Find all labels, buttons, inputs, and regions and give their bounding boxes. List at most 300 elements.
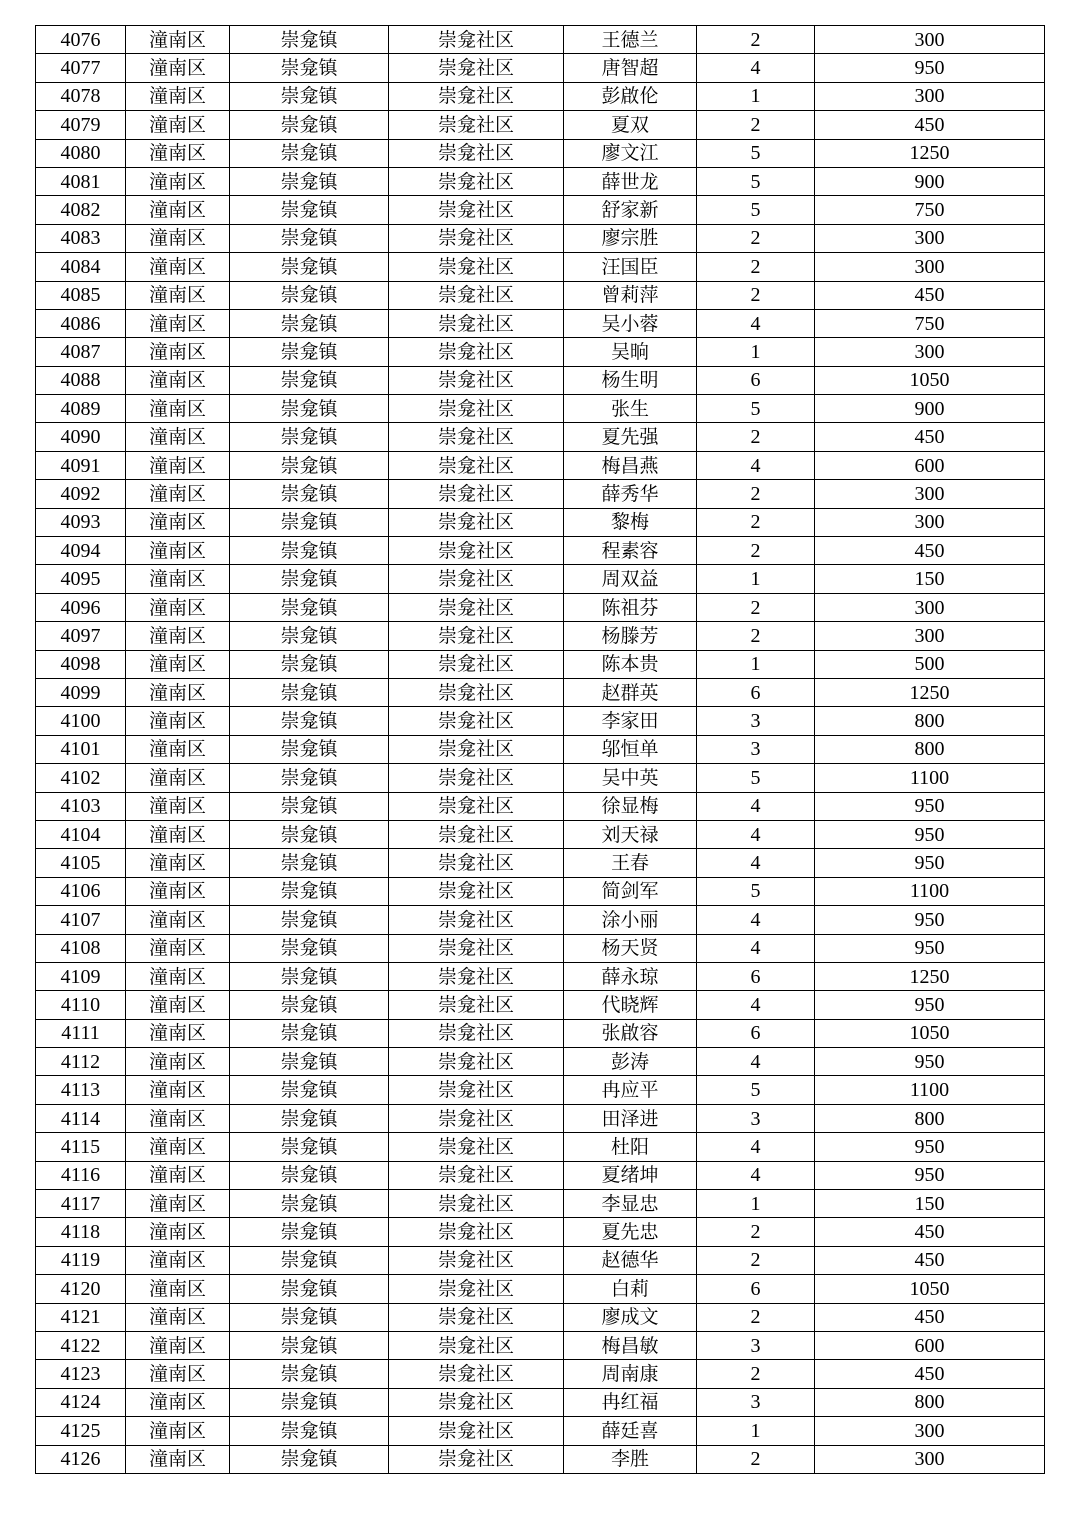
table-row: [36, 1331, 1045, 1359]
name-cell: 廖宗胜: [564, 224, 697, 252]
district-cell: 潼南区: [126, 1388, 230, 1416]
table-row: [36, 1445, 1045, 1473]
serial-number-cell: 4098: [36, 650, 126, 678]
district-cell: 潼南区: [126, 423, 230, 451]
name-cell: 邬恒单: [564, 735, 697, 763]
town-cell: 崇龛镇: [230, 82, 389, 110]
table-row: [36, 281, 1045, 309]
district-cell: 潼南区: [126, 1360, 230, 1388]
serial-number-cell: 4077: [36, 54, 126, 82]
amount-cell: 300: [815, 508, 1045, 536]
serial-number-cell: 4112: [36, 1048, 126, 1076]
table-row: [36, 1388, 1045, 1416]
community-cell: 崇龛社区: [389, 1104, 564, 1132]
community-cell: 崇龛社区: [389, 1360, 564, 1388]
district-cell: 潼南区: [126, 1104, 230, 1132]
household-size-cell: 1: [697, 338, 815, 366]
household-size-cell: 2: [697, 1445, 815, 1473]
amount-cell: 1050: [815, 1275, 1045, 1303]
community-cell: 崇龛社区: [389, 1048, 564, 1076]
name-cell: 杨生明: [564, 366, 697, 394]
name-cell: 田泽进: [564, 1104, 697, 1132]
name-cell: 唐智超: [564, 54, 697, 82]
amount-cell: 450: [815, 537, 1045, 565]
serial-number-cell: 4105: [36, 849, 126, 877]
district-cell: 潼南区: [126, 480, 230, 508]
serial-number-cell: 4115: [36, 1133, 126, 1161]
household-size-cell: 2: [697, 26, 815, 54]
serial-number-cell: 4084: [36, 253, 126, 281]
amount-cell: 150: [815, 565, 1045, 593]
household-size-cell: 4: [697, 54, 815, 82]
town-cell: 崇龛镇: [230, 991, 389, 1019]
district-cell: 潼南区: [126, 1331, 230, 1359]
amount-cell: 300: [815, 1417, 1045, 1445]
serial-number-cell: 4108: [36, 934, 126, 962]
household-size-cell: 3: [697, 1104, 815, 1132]
name-cell: 张生: [564, 395, 697, 423]
district-cell: 潼南区: [126, 934, 230, 962]
serial-number-cell: 4097: [36, 622, 126, 650]
name-cell: 白莉: [564, 1275, 697, 1303]
household-size-cell: 1: [697, 650, 815, 678]
household-size-cell: 4: [697, 934, 815, 962]
household-size-cell: 2: [697, 253, 815, 281]
household-size-cell: 5: [697, 196, 815, 224]
amount-cell: 300: [815, 593, 1045, 621]
name-cell: 夏双: [564, 111, 697, 139]
table-row: [36, 877, 1045, 905]
amount-cell: 300: [815, 338, 1045, 366]
name-cell: 赵群英: [564, 678, 697, 706]
community-cell: 崇龛社区: [389, 111, 564, 139]
name-cell: 赵德华: [564, 1246, 697, 1274]
serial-number-cell: 4089: [36, 395, 126, 423]
table-row: [36, 1360, 1045, 1388]
table-row: [36, 707, 1045, 735]
town-cell: 崇龛镇: [230, 593, 389, 621]
name-cell: 杨滕芳: [564, 622, 697, 650]
household-size-cell: 2: [697, 1218, 815, 1246]
amount-cell: 800: [815, 1104, 1045, 1132]
community-cell: 崇龛社区: [389, 281, 564, 309]
table-row: [36, 537, 1045, 565]
table-row: [36, 423, 1045, 451]
community-cell: 崇龛社区: [389, 139, 564, 167]
town-cell: 崇龛镇: [230, 1246, 389, 1274]
name-cell: 廖成文: [564, 1303, 697, 1331]
district-cell: 潼南区: [126, 1246, 230, 1274]
table-row: [36, 1104, 1045, 1132]
community-cell: 崇龛社区: [389, 820, 564, 848]
town-cell: 崇龛镇: [230, 622, 389, 650]
town-cell: 崇龛镇: [230, 764, 389, 792]
serial-number-cell: 4092: [36, 480, 126, 508]
town-cell: 崇龛镇: [230, 451, 389, 479]
community-cell: 崇龛社区: [389, 1303, 564, 1331]
amount-cell: 150: [815, 1190, 1045, 1218]
serial-number-cell: 4090: [36, 423, 126, 451]
town-cell: 崇龛镇: [230, 224, 389, 252]
community-cell: 崇龛社区: [389, 650, 564, 678]
district-cell: 潼南区: [126, 906, 230, 934]
district-cell: 潼南区: [126, 508, 230, 536]
name-cell: 薛永琼: [564, 962, 697, 990]
table-row: [36, 82, 1045, 110]
name-cell: 曾莉萍: [564, 281, 697, 309]
community-cell: 崇龛社区: [389, 1275, 564, 1303]
table-row: [36, 622, 1045, 650]
community-cell: 崇龛社区: [389, 934, 564, 962]
town-cell: 崇龛镇: [230, 820, 389, 848]
amount-cell: 950: [815, 1048, 1045, 1076]
community-cell: 崇龛社区: [389, 877, 564, 905]
serial-number-cell: 4126: [36, 1445, 126, 1473]
amount-cell: 500: [815, 650, 1045, 678]
household-size-cell: 5: [697, 395, 815, 423]
town-cell: 崇龛镇: [230, 167, 389, 195]
town-cell: 崇龛镇: [230, 26, 389, 54]
community-cell: 崇龛社区: [389, 26, 564, 54]
district-cell: 潼南区: [126, 196, 230, 224]
amount-cell: 1100: [815, 764, 1045, 792]
amount-cell: 800: [815, 1388, 1045, 1416]
community-cell: 崇龛社区: [389, 678, 564, 706]
community-cell: 崇龛社区: [389, 593, 564, 621]
amount-cell: 450: [815, 281, 1045, 309]
serial-number-cell: 4113: [36, 1076, 126, 1104]
table-row: [36, 565, 1045, 593]
table-row: [36, 1190, 1045, 1218]
town-cell: 崇龛镇: [230, 650, 389, 678]
community-cell: 崇龛社区: [389, 451, 564, 479]
serial-number-cell: 4079: [36, 111, 126, 139]
amount-cell: 1050: [815, 366, 1045, 394]
district-cell: 潼南区: [126, 281, 230, 309]
district-cell: 潼南区: [126, 26, 230, 54]
district-cell: 潼南区: [126, 849, 230, 877]
serial-number-cell: 4119: [36, 1246, 126, 1274]
serial-number-cell: 4114: [36, 1104, 126, 1132]
town-cell: 崇龛镇: [230, 934, 389, 962]
serial-number-cell: 4080: [36, 139, 126, 167]
table-row: [36, 792, 1045, 820]
serial-number-cell: 4087: [36, 338, 126, 366]
table-row: [36, 54, 1045, 82]
name-cell: 梅昌敏: [564, 1331, 697, 1359]
amount-cell: 600: [815, 451, 1045, 479]
name-cell: 舒家新: [564, 196, 697, 224]
serial-number-cell: 4111: [36, 1019, 126, 1047]
table-row: [36, 1417, 1045, 1445]
district-cell: 潼南区: [126, 167, 230, 195]
name-cell: 徐显梅: [564, 792, 697, 820]
serial-number-cell: 4116: [36, 1161, 126, 1189]
district-cell: 潼南区: [126, 224, 230, 252]
table-row: [36, 366, 1045, 394]
household-size-cell: 4: [697, 991, 815, 1019]
amount-cell: 300: [815, 253, 1045, 281]
community-cell: 崇龛社区: [389, 366, 564, 394]
household-size-cell: 6: [697, 1275, 815, 1303]
serial-number-cell: 4118: [36, 1218, 126, 1246]
household-size-cell: 2: [697, 508, 815, 536]
serial-number-cell: 4123: [36, 1360, 126, 1388]
community-cell: 崇龛社区: [389, 395, 564, 423]
serial-number-cell: 4102: [36, 764, 126, 792]
table-row: [36, 480, 1045, 508]
serial-number-cell: 4083: [36, 224, 126, 252]
community-cell: 崇龛社区: [389, 167, 564, 195]
community-cell: 崇龛社区: [389, 1133, 564, 1161]
district-cell: 潼南区: [126, 962, 230, 990]
community-cell: 崇龛社区: [389, 1019, 564, 1047]
town-cell: 崇龛镇: [230, 1331, 389, 1359]
district-cell: 潼南区: [126, 82, 230, 110]
town-cell: 崇龛镇: [230, 1218, 389, 1246]
table-row: [36, 934, 1045, 962]
town-cell: 崇龛镇: [230, 735, 389, 763]
table-row: [36, 1161, 1045, 1189]
name-cell: 吴小蓉: [564, 309, 697, 337]
amount-cell: 950: [815, 792, 1045, 820]
district-cell: 潼南区: [126, 565, 230, 593]
district-cell: 潼南区: [126, 366, 230, 394]
name-cell: 杜阳: [564, 1133, 697, 1161]
district-cell: 潼南区: [126, 593, 230, 621]
table-row: [36, 1133, 1045, 1161]
serial-number-cell: 4103: [36, 792, 126, 820]
household-size-cell: 2: [697, 593, 815, 621]
town-cell: 崇龛镇: [230, 54, 389, 82]
table-row: [36, 111, 1045, 139]
serial-number-cell: 4117: [36, 1190, 126, 1218]
community-cell: 崇龛社区: [389, 565, 564, 593]
name-cell: 薛廷喜: [564, 1417, 697, 1445]
name-cell: 刘天禄: [564, 820, 697, 848]
community-cell: 崇龛社区: [389, 1417, 564, 1445]
amount-cell: 1250: [815, 962, 1045, 990]
town-cell: 崇龛镇: [230, 423, 389, 451]
district-cell: 潼南区: [126, 1133, 230, 1161]
community-cell: 崇龛社区: [389, 224, 564, 252]
serial-number-cell: 4086: [36, 309, 126, 337]
community-cell: 崇龛社区: [389, 1246, 564, 1274]
serial-number-cell: 4093: [36, 508, 126, 536]
name-cell: 李胜: [564, 1445, 697, 1473]
name-cell: 李显忠: [564, 1190, 697, 1218]
household-size-cell: 4: [697, 1133, 815, 1161]
serial-number-cell: 4076: [36, 26, 126, 54]
household-size-cell: 1: [697, 82, 815, 110]
name-cell: 薛世龙: [564, 167, 697, 195]
household-size-cell: 6: [697, 1019, 815, 1047]
name-cell: 王春: [564, 849, 697, 877]
name-cell: 廖文江: [564, 139, 697, 167]
name-cell: 汪国臣: [564, 253, 697, 281]
community-cell: 崇龛社区: [389, 1388, 564, 1416]
serial-number-cell: 4120: [36, 1275, 126, 1303]
table-row: [36, 906, 1045, 934]
town-cell: 崇龛镇: [230, 395, 389, 423]
household-size-cell: 2: [697, 480, 815, 508]
town-cell: 崇龛镇: [230, 196, 389, 224]
amount-cell: 750: [815, 309, 1045, 337]
community-cell: 崇龛社区: [389, 792, 564, 820]
community-cell: 崇龛社区: [389, 764, 564, 792]
district-cell: 潼南区: [126, 395, 230, 423]
table-row: [36, 1303, 1045, 1331]
town-cell: 崇龛镇: [230, 1133, 389, 1161]
table-row: [36, 820, 1045, 848]
district-cell: 潼南区: [126, 1218, 230, 1246]
name-cell: 周双益: [564, 565, 697, 593]
amount-cell: 1100: [815, 877, 1045, 905]
table-row: [36, 593, 1045, 621]
household-size-cell: 4: [697, 309, 815, 337]
town-cell: 崇龛镇: [230, 253, 389, 281]
district-cell: 潼南区: [126, 139, 230, 167]
serial-number-cell: 4106: [36, 877, 126, 905]
serial-number-cell: 4110: [36, 991, 126, 1019]
household-size-cell: 2: [697, 281, 815, 309]
amount-cell: 950: [815, 991, 1045, 1019]
household-size-cell: 2: [697, 1303, 815, 1331]
relief-recipient-table: [35, 25, 1045, 1474]
town-cell: 崇龛镇: [230, 309, 389, 337]
community-cell: 崇龛社区: [389, 508, 564, 536]
town-cell: 崇龛镇: [230, 906, 389, 934]
town-cell: 崇龛镇: [230, 1076, 389, 1104]
name-cell: 张啟容: [564, 1019, 697, 1047]
serial-number-cell: 4107: [36, 906, 126, 934]
table-row: [36, 678, 1045, 706]
table-row: [36, 1218, 1045, 1246]
table-row: [36, 849, 1045, 877]
town-cell: 崇龛镇: [230, 1048, 389, 1076]
table-row: [36, 196, 1045, 224]
town-cell: 崇龛镇: [230, 1275, 389, 1303]
amount-cell: 450: [815, 423, 1045, 451]
amount-cell: 450: [815, 1303, 1045, 1331]
serial-number-cell: 4100: [36, 707, 126, 735]
serial-number-cell: 4099: [36, 678, 126, 706]
table-row: [36, 139, 1045, 167]
household-size-cell: 1: [697, 1190, 815, 1218]
name-cell: 李家田: [564, 707, 697, 735]
amount-cell: 1100: [815, 1076, 1045, 1104]
serial-number-cell: 4124: [36, 1388, 126, 1416]
town-cell: 崇龛镇: [230, 1303, 389, 1331]
community-cell: 崇龛社区: [389, 1076, 564, 1104]
serial-number-cell: 4122: [36, 1331, 126, 1359]
serial-number-cell: 4094: [36, 537, 126, 565]
household-size-cell: 2: [697, 111, 815, 139]
community-cell: 崇龛社区: [389, 54, 564, 82]
table-row: [36, 167, 1045, 195]
town-cell: 崇龛镇: [230, 1161, 389, 1189]
serial-number-cell: 4095: [36, 565, 126, 593]
district-cell: 潼南区: [126, 735, 230, 763]
table-row: [36, 1048, 1045, 1076]
district-cell: 潼南区: [126, 792, 230, 820]
table-row: [36, 309, 1045, 337]
district-cell: 潼南区: [126, 1161, 230, 1189]
amount-cell: 800: [815, 707, 1045, 735]
name-cell: 王德兰: [564, 26, 697, 54]
amount-cell: 1250: [815, 139, 1045, 167]
serial-number-cell: 4088: [36, 366, 126, 394]
town-cell: 崇龛镇: [230, 792, 389, 820]
table-row: [36, 764, 1045, 792]
amount-cell: 950: [815, 1161, 1045, 1189]
town-cell: 崇龛镇: [230, 1388, 389, 1416]
name-cell: 夏绪坤: [564, 1161, 697, 1189]
district-cell: 潼南区: [126, 877, 230, 905]
household-size-cell: 6: [697, 366, 815, 394]
community-cell: 崇龛社区: [389, 1161, 564, 1189]
town-cell: 崇龛镇: [230, 707, 389, 735]
district-cell: 潼南区: [126, 54, 230, 82]
community-cell: 崇龛社区: [389, 962, 564, 990]
amount-cell: 950: [815, 1133, 1045, 1161]
serial-number-cell: 4104: [36, 820, 126, 848]
town-cell: 崇龛镇: [230, 1417, 389, 1445]
serial-number-cell: 4121: [36, 1303, 126, 1331]
amount-cell: 950: [815, 906, 1045, 934]
household-size-cell: 3: [697, 1331, 815, 1359]
name-cell: 夏先强: [564, 423, 697, 451]
amount-cell: 300: [815, 224, 1045, 252]
amount-cell: 900: [815, 395, 1045, 423]
amount-cell: 450: [815, 111, 1045, 139]
household-size-cell: 3: [697, 1388, 815, 1416]
town-cell: 崇龛镇: [230, 1104, 389, 1132]
amount-cell: 950: [815, 54, 1045, 82]
town-cell: 崇龛镇: [230, 139, 389, 167]
household-size-cell: 1: [697, 1417, 815, 1445]
table-row: [36, 1076, 1045, 1104]
serial-number-cell: 4125: [36, 1417, 126, 1445]
household-size-cell: 2: [697, 224, 815, 252]
household-size-cell: 4: [697, 451, 815, 479]
table-row: [36, 253, 1045, 281]
community-cell: 崇龛社区: [389, 1445, 564, 1473]
community-cell: 崇龛社区: [389, 1190, 564, 1218]
district-cell: 潼南区: [126, 111, 230, 139]
household-size-cell: 6: [697, 962, 815, 990]
household-size-cell: 5: [697, 139, 815, 167]
table-row: [36, 962, 1045, 990]
district-cell: 潼南区: [126, 537, 230, 565]
name-cell: 周南康: [564, 1360, 697, 1388]
table-row: [36, 395, 1045, 423]
name-cell: 吴晌: [564, 338, 697, 366]
town-cell: 崇龛镇: [230, 281, 389, 309]
household-size-cell: 5: [697, 764, 815, 792]
serial-number-cell: 4101: [36, 735, 126, 763]
community-cell: 崇龛社区: [389, 991, 564, 1019]
district-cell: 潼南区: [126, 820, 230, 848]
table-row: [36, 338, 1045, 366]
name-cell: 夏先忠: [564, 1218, 697, 1246]
amount-cell: 300: [815, 1445, 1045, 1473]
name-cell: 梅昌燕: [564, 451, 697, 479]
town-cell: 崇龛镇: [230, 508, 389, 536]
town-cell: 崇龛镇: [230, 849, 389, 877]
district-cell: 潼南区: [126, 253, 230, 281]
household-size-cell: 2: [697, 1360, 815, 1388]
